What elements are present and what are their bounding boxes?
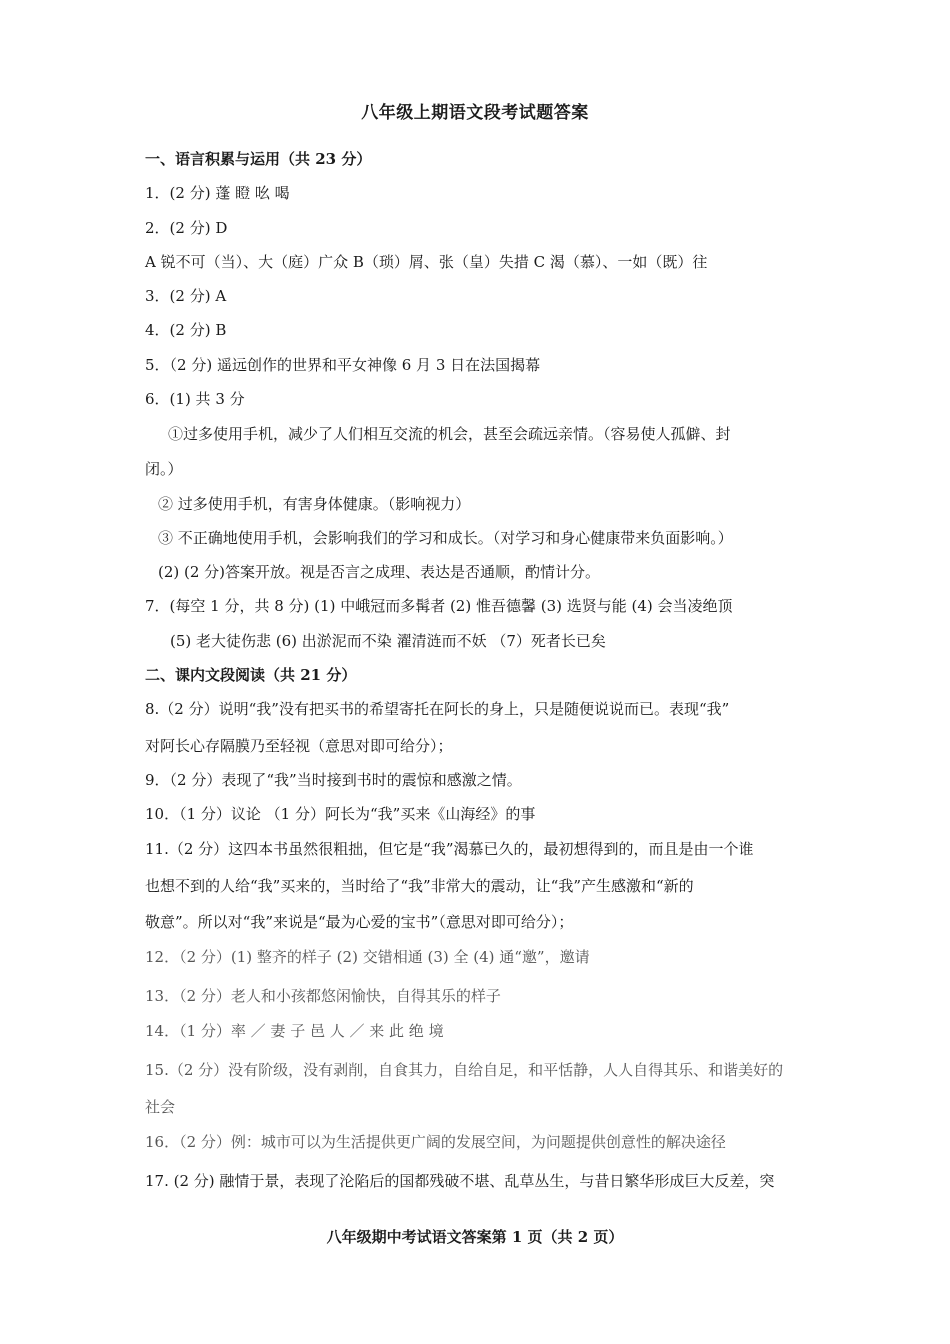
answer-line: A 锐不可（当）、大（庭）广众 B（琐）屑、张（皇）失措 C 渴（慕）、一如（既）往 xyxy=(145,253,708,271)
answer-line: ③ 不正确地使用手机，会影响我们的学习和成长。（对学习和身心健康带来负面影响。） xyxy=(158,529,733,547)
answer-line: ①过多使用手机，减少了人们相互交流的机会，甚至会疏远亲情。（容易使人孤僻、封 xyxy=(168,425,731,443)
answer-line: 12．（2 分）(1) 整齐的样子 (2) 交错相通 (3) 全 (4) 通“邀”，邀请 xyxy=(145,948,590,966)
answer-line: 11.（2 分）这四本书虽然很粗拙，但它是“我”渴慕已久的，最初想得到的，而且是由一个谁 xyxy=(145,840,754,858)
answer-line: 3．(2 分) A xyxy=(145,287,227,305)
answer-line: 8.（2 分）说明“我”没有把买书的希望寄托在阿长的身上，只是随便说说而已。表现“我” xyxy=(145,700,730,718)
page-title: 八年级上期语文段考试题答案 xyxy=(361,103,589,123)
answer-line: 敬意”。所以对“我”来说是“最为心爱的宝书”（意思对即可给分）； xyxy=(145,913,574,931)
answer-line: 9．（2 分）表现了“我”当时接到书时的震惊和感激之情。 xyxy=(145,771,522,789)
answer-line: 6．(1) 共 3 分 xyxy=(145,390,245,408)
answer-line: 15.（2 分）没有阶级，没有剥削，自食其力，自给自足，和平恬静，人人自得其乐、和谐美好的 xyxy=(145,1061,784,1079)
answer-line: 5．（2 分) 遥远创作的世界和平女神像 6 月 3 日在法国揭幕 xyxy=(145,356,541,374)
answer-line: (5) 老大徒伤悲 (6) 出淤泥而不染 濯清涟而不妖 （7）死者长已矣 xyxy=(170,632,606,650)
answer-line: 闭。） xyxy=(145,460,183,478)
answer-line: 对阿长心存隔膜乃至轻视（意思对即可给分）； xyxy=(145,737,453,755)
answer-line: 4．(2 分) B xyxy=(145,321,227,339)
answer-line: 1．(2 分) 蓬 瞪 吆 喝 xyxy=(145,184,290,202)
page-footer: 八年级期中考试语文答案第 1 页（共 2 页） xyxy=(326,1228,624,1246)
answer-line: 2．(2 分) D xyxy=(145,219,228,237)
answer-line: 社会 xyxy=(145,1098,176,1116)
answer-line: 13．（2 分）老人和小孩都悠闲愉快，自得其乐的样子 xyxy=(145,987,501,1005)
section-heading-1: 一、语言积累与运用（共 23 分） xyxy=(145,150,372,168)
answer-line: (2) (2 分)答案开放。视是否言之成理、表达是否通顺，酌情计分。 xyxy=(158,563,601,581)
answer-line: ② 过多使用手机，有害身体健康。（影响视力） xyxy=(158,495,471,513)
answer-line: 14．（1 分）率 ／ 妻 子 邑 人 ／ 来 此 绝 境 xyxy=(145,1022,444,1040)
answer-line: 10．（1 分）议论 （1 分）阿长为“我”买来《山海经》的事 xyxy=(145,805,536,823)
answer-line: 也想不到的人给“我”买来的，当时给了“我”非常大的震动，让“我”产生感激和“新的 xyxy=(145,877,694,895)
answer-line: 7．(每空 1 分，共 8 分) (1) 中峨冠而多髯者 (2) 惟吾德馨 (3) 选贤与能 (4) 会当凌绝顶 xyxy=(145,597,733,615)
answer-line: 17. (2 分) 融情于景，表现了沦陷后的国都残破不堪、乱草丛生，与昔日繁华形成巨大反差，突 xyxy=(145,1172,775,1190)
section-heading-2: 二、课内文段阅读（共 21 分） xyxy=(145,666,357,684)
answer-line: 16．（2 分）例：城市可以为生活提供更广阔的发展空间，为问题提供创意性的解决途径 xyxy=(145,1133,726,1151)
